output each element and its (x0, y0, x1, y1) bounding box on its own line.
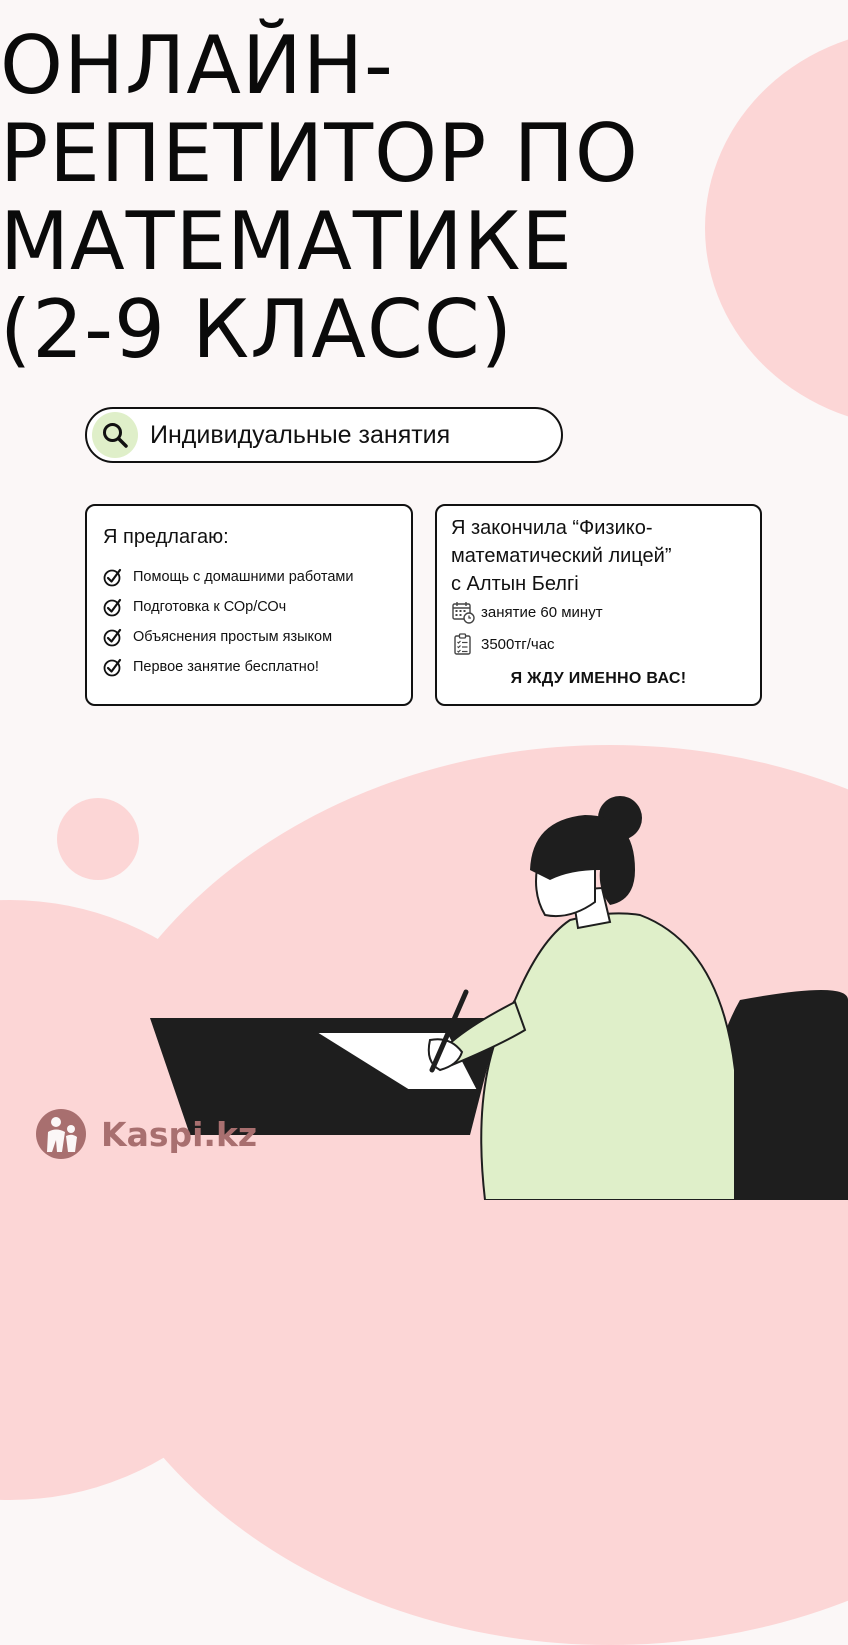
about-card (435, 504, 762, 706)
search-icon (101, 421, 129, 449)
duration-text: занятие 60 минут (481, 603, 603, 621)
offer-item-label: Первое занятие бесплатно! (133, 659, 319, 675)
offers-list (103, 567, 395, 677)
list-item (103, 657, 395, 677)
check-circle-icon (103, 597, 123, 617)
duration-row (451, 600, 746, 624)
check-circle-icon (103, 627, 123, 647)
cta-text: Я ЖДУ ИМЕННО ВАС! (510, 670, 687, 687)
price-text: 3500тг/час (481, 635, 555, 653)
search-label: Индивидуальные занятия (150, 420, 451, 449)
kaspi-logo (35, 1108, 257, 1160)
decor-blob-right (705, 28, 848, 428)
about-line-1: Я закончила “Физико- (451, 517, 653, 539)
title-line-1: ОНЛАЙН- (0, 19, 394, 112)
offers-card (85, 504, 413, 706)
title-line-4: (2-9 КЛАСС) (0, 283, 513, 376)
list-item (103, 627, 395, 647)
check-circle-icon (103, 657, 123, 677)
about-line-2: математический лицей” (451, 545, 672, 567)
list-item (103, 567, 395, 587)
calendar-icon (451, 600, 475, 624)
offers-heading: Я предлагаю: (103, 526, 229, 548)
offer-item-label: Подготовка к СОр/СОч (133, 599, 287, 615)
clipboard-icon (451, 632, 475, 656)
price-row (451, 632, 746, 656)
check-circle-icon (103, 567, 123, 587)
about-line-3: с Алтын Белгі (451, 573, 579, 595)
offer-item-label: Объяснения простым языком (133, 629, 333, 645)
list-item (103, 597, 395, 617)
title-line-2: РЕПЕТИТОР ПО (0, 107, 639, 200)
page-title (0, 19, 639, 376)
kaspi-logo-icon (35, 1108, 87, 1160)
about-text (451, 514, 746, 598)
search-pill[interactable] (85, 407, 563, 463)
body (481, 913, 735, 1200)
search-icon-badge (92, 412, 138, 458)
offer-item-label: Помощь с домашними работами (133, 569, 354, 585)
logo-text: Kaspi.kz (101, 1114, 258, 1154)
title-line-3: МАТЕМАТИКЕ (0, 195, 573, 288)
